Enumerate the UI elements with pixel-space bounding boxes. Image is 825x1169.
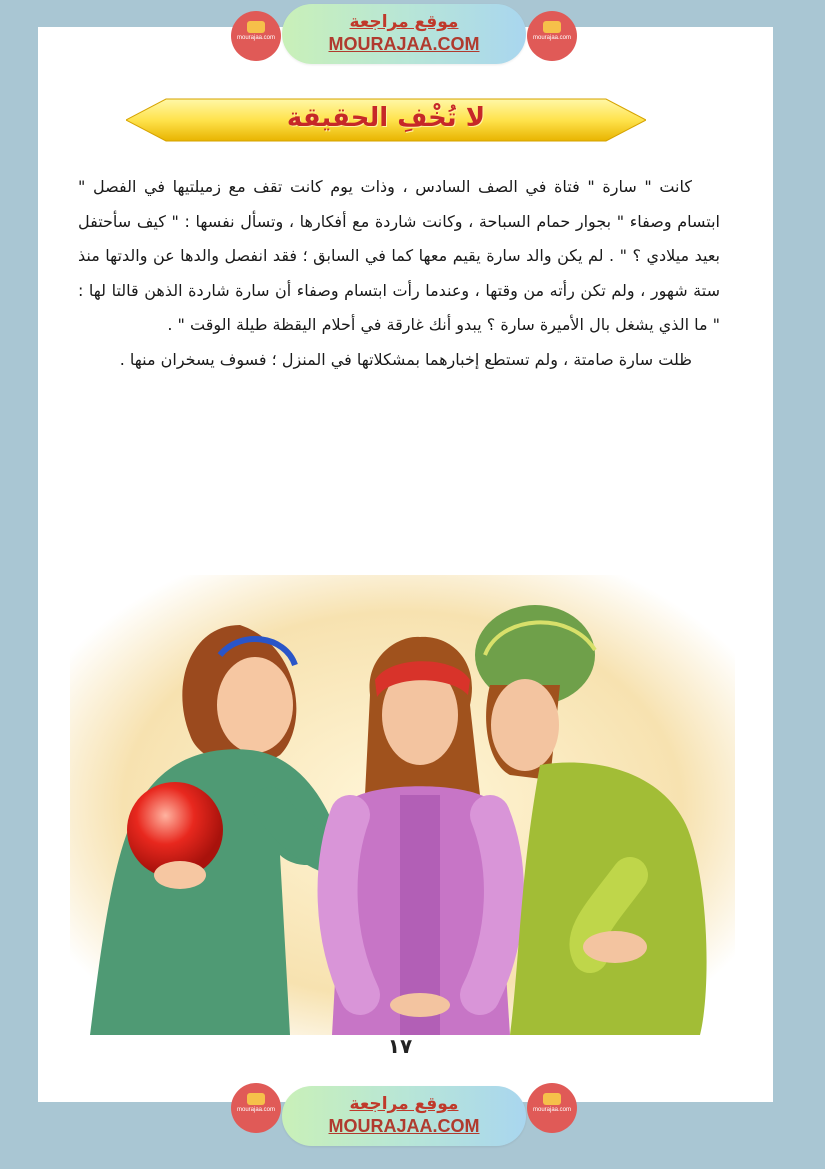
story-illustration <box>70 575 735 1035</box>
watermark-url[interactable]: MOURAJAA.COM <box>328 1116 480 1136</box>
site-logo-icon: mourajaa.com <box>527 1083 577 1133</box>
story-text <box>78 170 720 377</box>
watermark-banner-top[interactable] <box>282 4 526 64</box>
story-paragraph: كانت " سارة " فتاة في الصف السادس ، وذات يوم كانت تقف مع زميلتيها في الفصل " ابتسام وصفاء " بجوار حمام السباحة ، وكانت شاردة مع أفكارها ، وتسأل نفسها : " كيف سأحتفل بعيد ميلادي ؟ " . لم يكن والد سارة يقيم معها كما في السابق ؛ فقد انفصل والدها عن والدتها منذ ستة شهور ، ولم تكن رأته من وقتها ، وعندما رأت ابتسام وصفاء أن سارة شاردة الذهن قالتا لها : " ما الذي يشغل بال الأميرة سارة ؟ يبدو أنك غارقة في أحلام اليقظة طيلة الوقت " . <box>78 177 720 334</box>
watermark-arabic: موقع مراجعة <box>349 1094 459 1114</box>
site-logo-icon: mourajaa.com <box>527 11 577 61</box>
page-title: لا تُخْفِ الحقيقة <box>286 103 486 133</box>
watermark-banner-bottom[interactable] <box>282 1086 526 1146</box>
title-ribbon <box>126 95 646 145</box>
site-logo-icon: mourajaa.com <box>231 1083 281 1133</box>
page-number: ١٧ <box>387 1034 413 1058</box>
watermark-arabic: موقع مراجعة <box>349 12 459 32</box>
story-paragraph: ظلت سارة صامتة ، ولم تستطع إخبارهما بمشكلاتها في المنزل ؛ فسوف يسخران منها . <box>119 349 692 369</box>
site-logo-icon: mourajaa.com <box>231 11 281 61</box>
watermark-url[interactable]: MOURAJAA.COM <box>328 34 480 54</box>
